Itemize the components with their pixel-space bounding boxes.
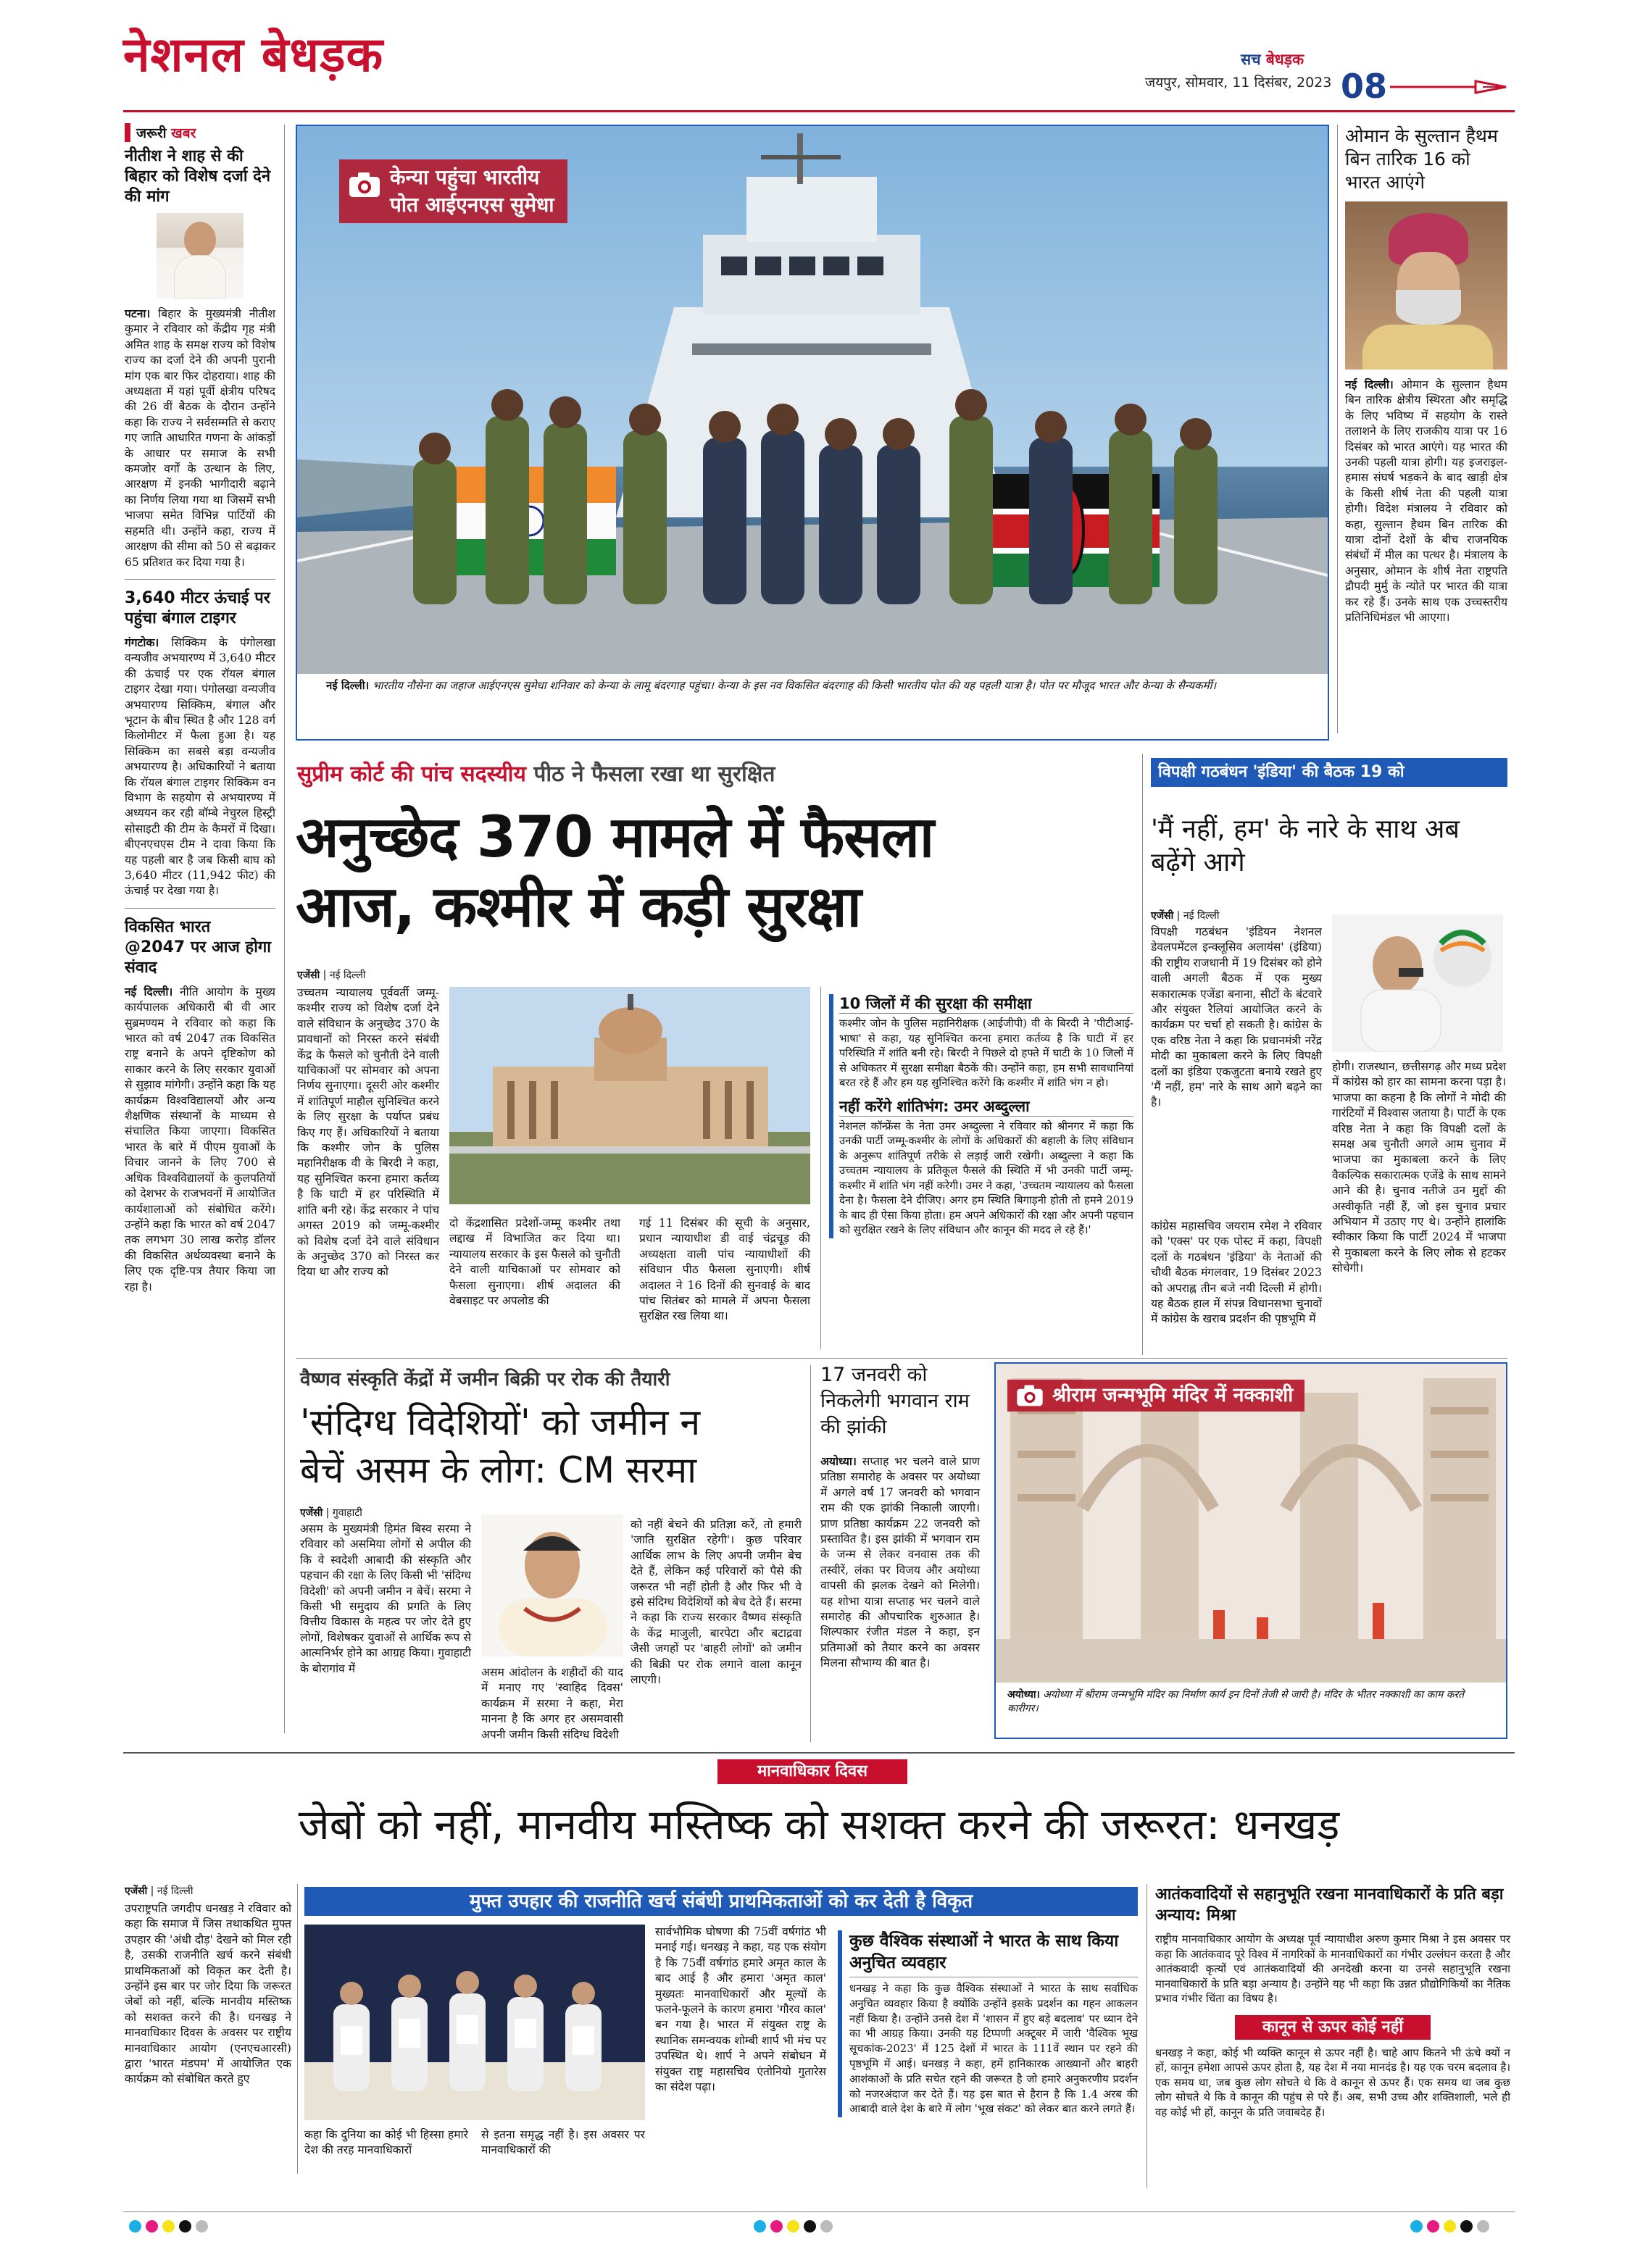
divider <box>297 1884 298 2174</box>
art370-col3: गई 11 दिसंबर की सूची के अनुसार, प्रधान न्यायाधीश डी वाई चंद्रचूड़ की अध्यक्षता वाली पांच न्यायाधीशों की संविधान पीठ फैसला सुनाएगी। शीर्ष अदालत ने 16 दिनों की सुनवाई के बाद पांच सितंबर को मामले में अपना फैसला सुरक्षित रख लिया था। <box>639 1217 810 1323</box>
kenya-caption-text: भारतीय नौसेना का जहाज आईएनएस सुमेधा शनिवार को केन्या के लामू बंदरगाह पहुंचा। केन्या के इस नव विकसित बंदरगाह की किसी भारतीय पोत की यह पहली यात्रा है। पोत पर मौजूद भारत और केन्या के सैन्यकर्मी। <box>373 679 1217 692</box>
ram-photo-tag-text: श्रीराम जन्मभूमि मंदिर में नक्काशी <box>1052 1384 1294 1406</box>
registration-dots-left <box>129 2220 208 2232</box>
footer-rule <box>123 2211 1515 2212</box>
art370-headline <box>296 803 1144 942</box>
story-viksit <box>125 984 275 1295</box>
page-number: 08 <box>1341 67 1388 106</box>
art370-col1: उच्चतम न्यायालय पूर्ववर्ती जम्मू-कश्मीर राज्य को विशेष दर्जा देने वाले संविधान के अनुच्छेद 370 के प्रावधानों को निरस्त करने संबंधी केंद्र के फैसले को चुनौती देने वाली याचिकाओं पर सोमवार को अपना निर्णय सुनाएगा। दूसरी ओर कश्मीर में शांतिपूर्ण माहौल सुनिश्चित करने के लिए सुरक्षा के पर्याप्त प्रबंध किए गए हैं। अधिकारियों ने बताया कि कश्मीर जोन के पुलिस महानिरीक्षक वी के बिरदी ने कहा, यह सुनिश्चित करना हमारा कर्तव्य है कि घाटी में हर परिस्थिति में शांति बनी रहे। केंद्र सरकार ने पांच अगस्त 2019 को जम्मू-कश्मीर को विशेष दर्जा देने वाले संविधान के अनुच्छेद 370 को निरस्त कर दिया था और राज्य को <box>297 986 439 1279</box>
kenya-photo-tag <box>339 159 567 223</box>
dateline-gangtok: गंगटोक। <box>125 635 159 649</box>
kenya-photo-block <box>296 125 1329 741</box>
byline-place: नई दिल्ली <box>329 970 366 981</box>
india-banner: विपक्षी गठबंधन 'इंडिया' की बैठक 19 को <box>1151 758 1507 787</box>
india-body2: होगी। राजस्थान, छत्तीसगढ़ और मध्य प्रदेश में कांग्रेस को हार का सामना करना पड़ा है। भाजपा का कहना है कि लोगों ने मोदी की गारंटियों में विश्वास जताया है। पार्टी के एक वरिष्ठ नेता ने कहा कि विपक्षी दलों के समक्ष अब चुनौती अगले आम चुनाव में भाजपा का मुकाबला करने के लिए वैकल्पिक सकारात्मक एजेंडे के साथ सामने आने की है। चुनाव नतीजे उन मुद्दों की अस्वीकृति नहीं हैं, जो इस चुनाव प्रचार अभियान में उठाए गए थे। उन्होंने हालांकि स्वीकार किया कि पार्टी 2024 में भाजपा से मुकाबला करने के लिए लोक से हटकर सोचेगी। <box>1332 1060 1506 1275</box>
byline-agency: एजेंसी <box>1151 910 1174 922</box>
divider <box>820 987 821 1349</box>
hr-byline: एजेंसी | नई दिल्ली <box>125 1885 194 1897</box>
ram-caption-lead: अयोध्या। <box>1007 1689 1040 1701</box>
dateline: जयपुर, सोमवार, 11 दिसंबर, 2023 <box>1145 75 1332 91</box>
security-review-box <box>829 994 1133 1238</box>
byline-agency: एजेंसी <box>125 1885 148 1897</box>
nitish-photo <box>157 213 244 299</box>
assam-headline <box>300 1398 807 1494</box>
brand-tagline <box>1241 49 1304 70</box>
byline-place: नई दिल्ली <box>1183 910 1220 922</box>
ram-photo-tag <box>1007 1380 1304 1412</box>
oman-photo <box>1345 201 1507 370</box>
story-tiger <box>125 635 275 899</box>
art370-headline-line1: अनुच्छेद 370 मामले में फैसला <box>296 805 934 870</box>
oman-dateline: नई दिल्ली। <box>1345 378 1394 391</box>
dateline-delhi: नई दिल्ली। <box>125 984 173 998</box>
divider <box>296 1358 1507 1359</box>
right-column-divider <box>1337 125 1338 733</box>
left-column-divider <box>284 125 285 1733</box>
oman-body-text: ओमान के सुल्तान हैथम बिन तारिक क्षेत्रीय स्थिरता और समृद्धि के लिए भविष्य में सहयोग के रास्ते तलाशने के लिए राजकीय यात्रा पर 16 दिसंबर को भारत आएंगे। यह भारत की उनकी पहली यात्रा होगी। यह इजराइल-हमास संघर्ष भड़कने के बाद खाड़ी क्षेत्र के किसी शीर्ष नेता की पहली यात्रा होगी। विदेश मंत्रालय ने रविवार को कहा, सुल्तान हैथम बिन तारिक की यात्रा दोनों देशों के बीच राजनयिक संबंधों में मील का पत्थर है। मंत्रालय के अनुसार, ओमान के शीर्ष नेता राष्ट्रपति द्रौपदी मुर्मु के न्योते पर भारत की यात्रा कर रहे हैं। उनके साथ एक उच्चस्तरीय प्रतिनिधिमंडल भी आएगा। <box>1345 378 1507 625</box>
india-body3: कांग्रेस महासचिव जयराम रमेश ने रविवार को 'एक्स' पर एक पोस्ट में कहा, विपक्षी दलों के गठबंधन 'इंडिया' के नेताओं की चौथी बैठक मंगलवार, 19 दिसंबर 2023 को अपराह्न तीन बजे नयी दिल्ली में होगी। यह बैठक हाल में संपन्न विधानसभा चुनावों में कांग्रेस के खराब प्रदर्शन की पृष्ठभूमि में <box>1151 1220 1322 1326</box>
india-body1: विपक्षी गठबंधन 'इंडियन नेशनल डेवलपमेंटल इन्क्लूसिव अलायंस' (इंडिया) की राष्ट्रीय राजधानी में 19 दिसंबर को होने वाली अगली बैठक में एक मुख्य सकारात्मक एजेंडा बनाना, सीटों के बंटवारे और संयुक्त रैलियां आयोजित करने के कार्यक्रम पर चर्चा हो सकती है। कांग्रेस के एक वरिष्ठ नेता ने कहा कि प्रधानमंत्री नरेंद्र मोदी का मुकाबला करने के लिए विपक्षी दलों का इंडिया एकजुटता बनाये रखते हुए 'मैं नहीं, हम' नारे के साथ आगे बढ़ने का है। <box>1151 925 1322 1109</box>
india-byline: एजेंसी | नई दिल्ली <box>1151 910 1220 922</box>
global-bodies-box <box>838 1930 1138 2117</box>
hr-col3: सार्वभौमिक घोषणा की 75वीं वर्षगांठ भी मनाई गई। धनखड़ ने कहा, यह एक संयोग है कि 75वीं वर्षगांठ हमारे अमृत काल के बाद आई है और हमारा 'अमृत काल' मुख्यतः मानवाधिकारों और मूल्यों के फलने-फूलने के कारण हमारा 'गौरव काल' बन गया है। भारत में संयुक्त राष्ट्र के स्थानिक समन्वयक शोम्बी शार्प भी मंच पर उपस्थित थे। शार्प ने अपने संबोधन में संयुक्त राष्ट्र महासचिव एंतोनियो गुतारेस का संदेश पढ़ा। <box>655 1925 826 2094</box>
masthead-title: नेशनल बेधड़क <box>123 27 384 83</box>
art370-byline: एजेंसी | नई दिल्ली <box>297 970 366 981</box>
headline-nitish: नीतीश ने शाह से की बिहार को विशेष दर्जा देने की मांग <box>125 147 271 206</box>
assam-kicker: वैष्णव संस्कृति केंद्रों में जमीन बिक्री पर रोक की तैयारी <box>300 1369 670 1391</box>
divider <box>1142 754 1143 1355</box>
supreme-court-photo <box>449 987 810 1204</box>
byline-agency: एजेंसी <box>297 970 320 981</box>
left-column <box>125 123 275 1295</box>
hr-strap: मुफ्त उपहार की राजनीति खर्च संबंधी प्राथमिकताओं को कर देती है विकृत <box>304 1887 1138 1916</box>
oman-headline: ओमान के सुल्तान हैथम बिन तारिक 16 को भारत आएंगे <box>1345 125 1498 193</box>
pen-nib-icon <box>1390 78 1513 96</box>
brand-pre: सच <box>1241 51 1266 68</box>
law-body: धनखड़ ने कहा, कोई भी व्यक्ति कानून से ऊपर नहीं है। चाहे आप कितने भी ऊंचे क्यों न हों, कानून हमेशा आपसे ऊपर होता है, यह देश में नया मानदंड है। यह एक चरम बदलाव है। एक समय था, जब कुछ लोग सोचते थे कि वे कानून से ऊपर हैं। एक समय था जब कुछ लोग सोचते थे कि वे कानून की पहुंच से परे हैं। अब, सभी उच्च और शक्तिशाली, भले ही वह कोई भी हों, कानून के प्रति जवाबदेह हैं। <box>1155 2046 1510 2119</box>
hr-photo-below2: से इतना समृद्ध नहीं है। इस अवसर पर मानवाधिकारों की <box>481 2128 645 2157</box>
terror-story <box>1155 1884 1510 2119</box>
ram-caption <box>1007 1688 1494 1716</box>
divider <box>810 1365 811 1742</box>
ram-dateline: अयोध्या। <box>820 1454 857 1468</box>
registration-dots-right <box>1410 2220 1489 2232</box>
dateline-patna: पटना। <box>125 307 151 320</box>
assam-col3: को नहीं बेचने की प्रतिज्ञा करें, तो हमारी 'जाति सुरक्षित रहेगी'। कुछ परिवार आर्थिक लाभ के लिए अपनी जमीन बेच देते हैं, लेकिन कई परिवारों को पैसे की जरूरत भी नहीं होती है और फिर भी वे इसे संदिग्ध विदेशियों को बेच देते हैं। सरमा ने कहा कि राज्य सरकार वैष्णव संस्कृति के केंद्र माजुली, बारपेटा और बटाद्रवा जैसी जगहों पर 'बाहरी लोगों' को जमीन की बिक्री पर रोक लगाने वाला कानून लाएगी। <box>631 1518 802 1687</box>
hr-banner: मानवाधिकार दिवस <box>717 1759 907 1784</box>
ram-headline: 17 जनवरी को निकलेगी भगवान राम की झांकी <box>820 1364 970 1438</box>
registration-dots-center <box>754 2220 833 2232</box>
camera-icon <box>348 171 381 199</box>
hr-photo-below: कहा कि दुनिया का कोई भी हिस्सा हमारे देश की तरह मानवाधिकारों <box>304 2128 468 2157</box>
jairam-photo <box>1332 914 1503 1052</box>
himanta-photo <box>481 1514 623 1656</box>
ram-caption-text: अयोध्या में श्रीराम जन्मभूमि मंदिर का निर्माण कार्य इन दिनों तेजी से जारी है। मंदिर के भीतर नक्काशी का काम करते कारीगर। <box>1007 1689 1465 1714</box>
omar-subhead: नहीं करेंगे शांतिभंग: उमर अब्दुल्ला <box>839 1097 1133 1117</box>
kenya-caption <box>326 678 1312 693</box>
ram-body-text: सप्ताह भर चलने वाले प्राण प्रतिष्ठा समारोह के अवसर पर अयोध्या में अगले वर्ष 17 जनवरी को भगवान राम की एक झांकी निकाली जाएगी। प्राण प्रतिष्ठा कार्यक्रम 22 जनवरी को प्रस्तावित है। इस झांकी में भगवान राम के जन्म से लेकर वनवास तक की तस्वीरें, लंका पर विजय और अयोध्या वापसी की झलक देखने को मिलेगी। यह शोभा यात्रा सप्ताह भर चलने वाले समारोह की औपचारिक शुरुआत है। शिल्पकार रंजीत मंडल ने कहा, इन प्रतिमाओं को तैयार करने का अवसर मिलना सौभाग्य की बात है। <box>820 1455 980 1670</box>
story-nitish <box>125 306 275 570</box>
assam-byline: एजेंसी | गुवाहाटी <box>300 1507 362 1519</box>
oman-story <box>1345 125 1507 626</box>
art370-kicker-red: सुप्रीम कोर्ट की पांच सदस्यीय <box>297 762 534 787</box>
oman-body <box>1345 377 1507 626</box>
section-label-pre: जरूरी <box>136 125 172 141</box>
art370-col2: दो केंद्रशासित प्रदेशों-जम्मू कश्मीर तथा लद्दाख में विभाजित कर दिया था। न्यायालय सरकार के इस फैसले को चुनौती देने वाली याचिकाओं पर सोमवार को फैसला सुनाएगा। शीर्ष अदालत की वेबसाइट पर अपलोड की <box>449 1217 620 1308</box>
headline-viksit: विकसित भारत @2047 पर आज होगा संवाद <box>125 917 271 977</box>
assam-headline-line2: बेचें असम के लोग: CM सरमा <box>300 1449 697 1491</box>
hr-headline: जेबों को नहीं, मानवीय मस्तिष्क को सशक्त करने की जरूरत: धनखड़ <box>298 1800 1340 1849</box>
global-bodies-body: धनखड़ ने कहा कि कुछ वैश्विक संस्थाओं ने भारत के साथ सर्वाधिक अनुचित व्यवहार किया है क्योंकि उन्होंने इसके प्रदर्शन का गहन आकलन नहीं किया है। उन्होंने उनसे देश में 'शासन में हुए बड़े बदलाव' पर ध्यान देने का भी आग्रह किया। उनकी यह टिप्पणी अक्टूबर में जारी 'वैश्विक भूख सूचकांक-2023' में 125 देशों में भारत के 111वें स्थान पर रहने की पृष्ठभूमि में आई। धनखड़ ने कहा, हमें हानिकारक आख्यानों और बाहरी आशंकाओं के प्रति सचेत रहने की जरूरत है जो हमारे अनुकरणीय प्रदर्शन को नजरअंदाज कर देते हैं। यह इस बात से हैरान है कि 1.4 अरब की आबादी वाले देश के बारे में लोग 'भूख संकट' को लेकर बात करने लगते हैं। <box>849 1983 1138 2116</box>
brand-accent: बेधड़क <box>1265 51 1304 68</box>
dhankhar-event-photo <box>304 1925 645 2120</box>
byline-agency: एजेंसी <box>300 1507 323 1519</box>
ram-temple-photo <box>996 1364 1506 1683</box>
terror-headline: आतंकवादियों से सहानुभूति रखना मानवाधिकारों के प्रति बड़ा अन्याय: मिश्रा <box>1155 1885 1504 1925</box>
divider <box>123 1752 1515 1754</box>
divider <box>125 908 275 909</box>
terror-body: राष्ट्रीय मानवाधिकार आयोग के अध्यक्ष पूर्व न्यायाधीश अरुण कुमार मिश्रा ने इस अवसर पर कहा कि आतंकवाद पूरे विश्व में नागरिकों के मानवाधिकारों का गंभीर उल्लंघन करता है और आतंकवादी कृत्यों एवं आतंकवादियों की अनदेखी करना या उनसे सहानुभूति रखना मानवाधिकारों के प्रति बड़ा अन्याय है। उन्होंने यह भी कहा कि उन्नत प्रौद्योगिकियों का नैतिक प्रभाव गंभीर चिंता का विषय है। <box>1155 1933 1510 2005</box>
ram-photo-block <box>994 1362 1507 1739</box>
byline-place: नई दिल्ली <box>157 1885 194 1897</box>
security-review-body: कश्मीर जोन के पुलिस महानिरीक्षक (आईजीपी) वी के बिरदी ने 'पीटीआई-भाषा' से कहा, यह सुनिश्चित करना हमारा कर्तव्य है कि घाटी में हर परिस्थिति में शांति बनी रहे। बिरदी ने पिछले दो हफ्ते में घाटी के 10 जिलों में से अधिकतर में सुरक्षा समीक्षा बैठकें की। उन्होंने कहा, हम सभी सावधानियां बरत रहे हैं और हम यह सुनिश्चित करेंगे कि कश्मीर में शांति भंग न हो। <box>839 1017 1133 1089</box>
ram-body <box>820 1454 980 1672</box>
assam-col1: असम के मुख्यमंत्री हिमंत बिस्व सरमा ने रविवार को असमिया लोगों से अपील की कि वे स्वदेशी आबादी की संस्कृति और पहचान की रक्षा के लिए किसी भी 'संदिग्ध विदेशी' को अपनी जमीन न बेचें। सरमा ने किसी भी समुदाय की प्रगति के लिए वित्तीय विकास के महत्व पर जोर देते हुए लोगों, विशेषकर युवाओं से आर्थिक रूप से आत्मनिर्भर होने का आग्रह किया। गुवाहाटी के बोरागांव में <box>300 1522 471 1675</box>
kenya-tag-line2: पोत आईएनएस सुमेधा <box>390 193 554 217</box>
byline-place: गुवाहाटी <box>332 1507 362 1519</box>
divider <box>125 579 275 580</box>
masthead-rule <box>123 110 1515 112</box>
art370-kicker-rest: पीठ ने फैसला रखा था सुरक्षित <box>533 762 775 787</box>
hr-col1: उपराष्ट्रपति जगदीप धनखड़ ने रविवार को कहा कि समाज में जिस तथाकथित मुफ्त उपहार की 'अंधी दौड़' देखने को मिल रही है, उसकी राजनीति खर्च करने संबंधी प्राथमिकताओं को विकृत कर देती है। उन्होंने इस बार पर जोर दिया कि जरूरत जेबों को नहीं, बल्कि मानवीय मस्तिष्क को सशक्त करने की है। धनखड़ ने मानवाधिकार दिवस के अवसर पर राष्ट्रीय मानवाधिकार आयोग (एनएचआरसी) द्वारा 'भारत मंडपम' में आयोजित एक कार्यक्रम को संबोधित करते हुए <box>125 1902 291 2086</box>
assam-headline-line1: 'संदिग्ध विदेशियों' को जमीन न <box>300 1401 701 1443</box>
story-nitish-text: बिहार के मुख्यमंत्री नीतीश कुमार ने रविवार को केंद्रीय गृह मंत्री अमित शाह के समक्ष राज्य को विशेष राज्य का दर्जा देने की अपनी पुरानी मांग एक बार फिर दोहराया। शाह की अध्यक्षता में यहां पूर्वी क्षेत्रीय परिषद की 26 वीं बैठक के दौरान उन्होंने कहा कि राज्य ने सर्वसम्मति से कराए गए जाति आधारित गणना के आंकड़ों के आधार पर समाज के सभी कमजोर वर्गों के उत्थान के लिए, आरक्षण में इनकी भागीदारी बढ़ाने का निर्णय लिया गया था जिसमें सभी भाजपा समेत विभिन्न पार्टियों की सहमति थी। उन्होंने कहा, राज्य में आरक्षण की सीमा को 50 से बढ़ाकर 65 प्रतिशत कर दिया गया है। <box>125 307 275 569</box>
section-label <box>125 123 275 142</box>
kenya-tag-line1: केन्या पहुंचा भारतीय <box>390 165 540 189</box>
art370-headline-line2: आज, कश्मीर में कड़ी सुरक्षा <box>296 875 861 940</box>
kenya-caption-lead: नई दिल्ली। <box>326 679 370 692</box>
assam-col2: असम आंदोलन के शहीदों की याद में मनाए गए 'स्वाहिद दिवस' कार्यक्रम में सरमा ने कहा, मेरा मानना है कि अगर हर असमवासी अपनी जमीन किसी संदिग्ध विदेशी <box>481 1666 623 1741</box>
story-tiger-text: सिक्किम के पंगोलखा वन्यजीव अभयारण्य में 3,640 मीटर की ऊंचाई पर एक रॉयल बंगाल टाइगर देखा गया। पंगोलखा वन्यजीव अभयारण्य सिक्किम, बंगाल और भूटान के बीच स्थित है और 128 वर्ग किलोमीटर में फैला हुआ है। यह सिक्किम का सबसे बड़ा वन्यजीव अभयारण्य है। अधिकारियों ने बताया कि रॉयल बंगाल टाइगर सिक्किम वन विभाग के सहयोग से अभयारण्य में अध्ययन कर रही बॉम्बे नेचुरल हिस्ट्री सोसाइटी की टीम के कैमरों में दिखा। बीएनएचएस टीम ने दावा किया कि यह पहली बार है जब किसी बाघ को 3,640 मीटर (11,942 फीट) की ऊंचाई पर देखा गया है। <box>125 635 275 898</box>
india-headline: 'मैं नहीं, हम' के नारे के साथ अब बढ़ेंगे आगे <box>1151 814 1460 877</box>
law-subhead: कानून से ऊपर कोई नहीं <box>1235 2015 1431 2040</box>
art370-kicker <box>297 758 775 788</box>
camera-icon <box>1015 1384 1045 1407</box>
security-review-head: 10 जिलों में की सुरक्षा की समीक्षा <box>839 994 1133 1014</box>
headline-tiger: 3,640 मीटर ऊंचाई पर पहुंचा बंगाल टाइगर <box>125 588 270 628</box>
omar-body: नेशनल कॉन्फ्रेंस के नेता उमर अब्दुल्ला ने रविवार को श्रीनगर में कहा कि उनकी पार्टी जम्मू-कश्मीर के लोगों के अधिकारों की बहाली के लिए संविधान के अनुरूप शांतिपूर्ण तरीके से लड़ाई जारी रखेगी। अब्दुल्ला ने कहा कि उच्चतम न्यायालय के प्रतिकूल फैसले की स्थिति में भी उनकी पार्टी जम्मू-कश्मीर में शांति भंग नहीं करेगी। उमर ने कहा, 'उच्चतम न्यायालय को फैसला देना है। फैसला देने दीजिए। अगर हम स्थिति बिगाड़नी होती तो हमने 2019 के बाद ही ऐसा किया होता। हम अपने अधिकारों की रक्षा और अपनी पहचान को सुरक्षित रखने के लिए संविधान और कानून की मदद ले रहे हैं।' <box>839 1120 1133 1236</box>
section-label-accent: खबर <box>171 125 196 141</box>
global-bodies-head: कुछ वैश्विक संस्थाओं ने भारत के साथ किया अनुचित व्यवहार <box>849 1930 1138 1977</box>
story-viksit-text: नीति आयोग के मुख्य कार्यपालक अधिकारी बी वी आर सुब्रमण्यम ने रविवार को कहा कि भारत को वर्ष 2047 तक विकसित राष्ट्र बनाने के अपने दृष्टिकोण को साकार करने के लिए सरकार युवाओं से सुझाव मांगेगी। उन्होंने कहा कि यह कार्यक्रम विश्वविद्यालयों और अन्य शैक्षणिक संस्थानों के माध्यम से संचालित किया जाएगा। विकसित भारत के बारे में पीएम युवाओं के विचार जानने के लिए 700 से अधिक विश्वविद्यालयों के कुलपतियों को देशभर के राजभवनों में आयोजित कार्यशालाओं को संबोधित करेंगे। उन्होंने कहा कि भारत को वर्ष 2047 तक लगभग 30 लाख करोड़ डॉलर की विकसित अर्थव्यवस्था बनाने के लिए एक दृष्टि-पत्र तैयार किया जा रहा है। <box>125 985 276 1293</box>
